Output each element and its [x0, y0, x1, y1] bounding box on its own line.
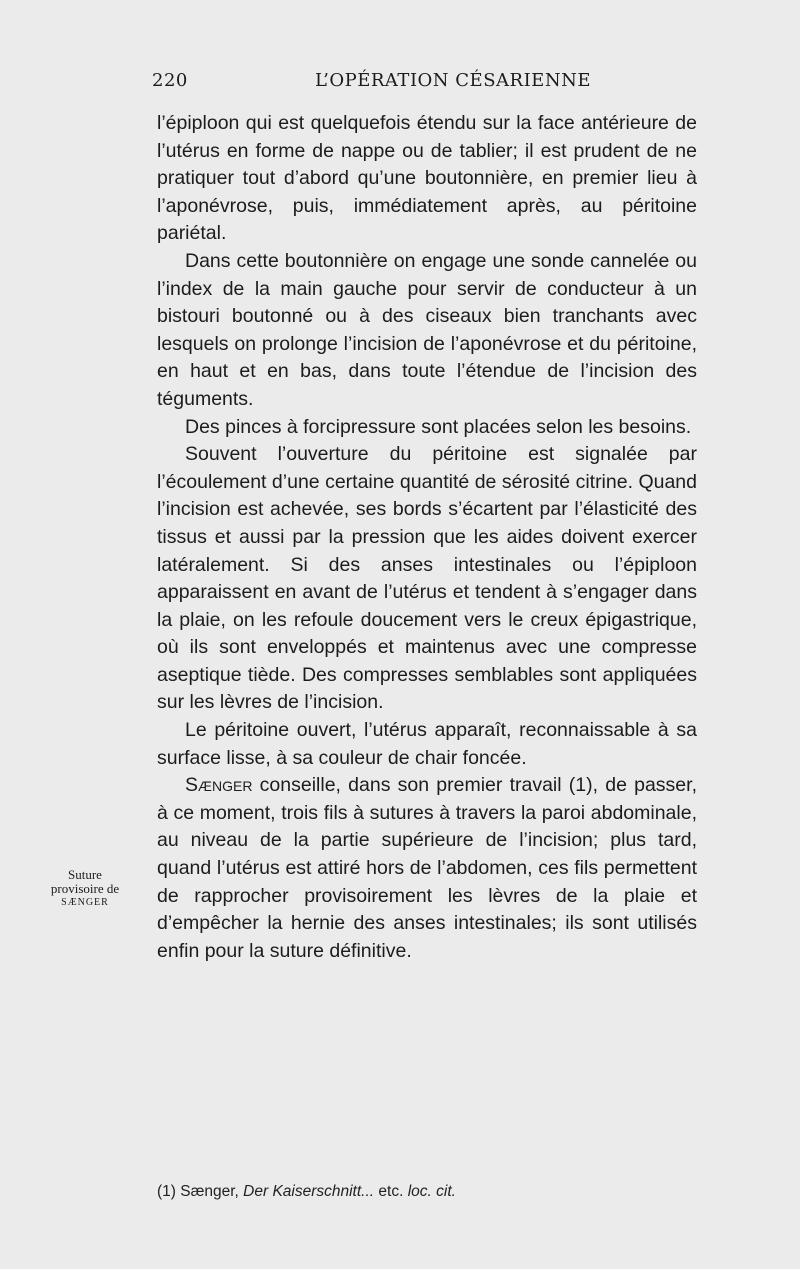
paragraph-6-text: conseille, dans son premier travail (1), de passer, à ce moment, trois fils à sutures à travers la paroi abdominale, au niveau de la partie supérieure de l’incision; plus tard, quand l’utérus est attiré hors de l’abdomen, ces fils permettent de rapprocher provisoirement les lèvres de la plaie et d’empêcher la hernie des anses intestinales; ils sont utilisés enfin pour la suture définitive. — [157, 774, 697, 962]
paragraph-3: Des pinces à forcipressure sont placées selon les besoins. — [185, 415, 692, 438]
marginal-note-line-2: provisoire de — [50, 881, 120, 896]
paragraph-5: Le péritoine ouvert, l’utérus apparaît, reconnaissable à sa surface lisse, à sa couleur de chair foncée. — [157, 719, 697, 769]
marginal-note — [26, 868, 144, 910]
paragraph-1: l’épiploon qui est quelquefois étendu sur la face antérieure de l’utérus en forme de nappe ou de tablier; il est prudent de ne pratiquer tout d’abord qu’une boutonnière, en premier lieu à l’aponévrose, puis, immédiatement après, au péritoine pariétal. — [157, 112, 697, 245]
footnote-loc: loc. cit. — [407, 1183, 456, 1200]
page-number: 220 — [152, 70, 188, 91]
paragraph-4: Souvent l’ouverture du péritoine est signalée par l’écoulement d’une certaine quantité de sérosité citrine. Quand l’incision est achevée, ses bords s’écartent par l’élasticité des tissus et aussi par la pression que les aides doivent exercer latéralement. Si des anses intestinales ou l’épiploon apparaissent en avant de l’utérus et tendent à s’engager dans la plaie, on les refoule doucement vers le creux épigastrique, où ils sont enveloppés et maintenus avec une compresse aseptique tiède. Des compresses semblables sont appliquées sur les lèvres de l’incision. — [157, 443, 697, 714]
footnote-middle: etc. — [374, 1183, 408, 1200]
marginal-note-line-3: SÆNGER — [61, 897, 109, 908]
footnote — [157, 1182, 697, 1202]
running-head: L’OPÉRATION CÉSARIENNE — [315, 70, 591, 91]
paragraph-2: Dans cette boutonnière on engage une sonde cannelée ou l’index de la main gauche pour servir de conducteur à un bistouri boutonné ou à des ciseaux bien tranchants avec lesquels on prolonge l’incision de l’aponévrose et du péritoine, en haut et en bas, dans toute l’étendue de l’incision des téguments. — [157, 249, 697, 410]
footnote-prefix: (1) Sænger, — [157, 1183, 244, 1200]
body-text — [157, 110, 697, 965]
marginal-note-line-1: Suture — [68, 867, 102, 882]
footnote-title: Der Kaiserschnitt... — [243, 1183, 375, 1200]
author-name: Sænger — [185, 774, 253, 797]
page-header — [0, 70, 800, 100]
paragraph-6 — [157, 772, 697, 965]
